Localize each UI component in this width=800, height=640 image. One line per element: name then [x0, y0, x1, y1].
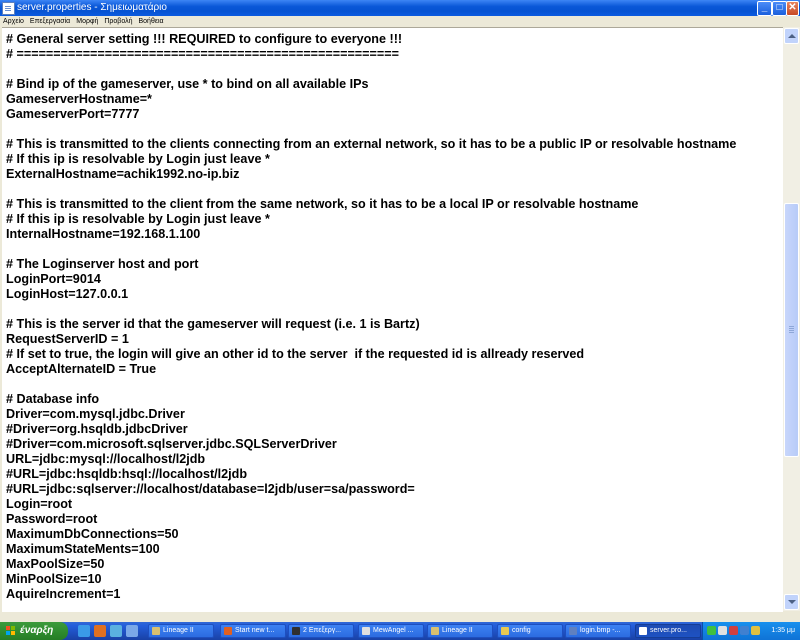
text-line: GameserverPort=7777 [6, 107, 140, 121]
taskbar-button-label: login.bmp -... [580, 627, 621, 634]
taskbar-button-label: config [512, 627, 531, 634]
text-line: Password=root [6, 512, 98, 526]
maximize-button[interactable]: □ [772, 1, 787, 16]
text-line: # The Loginserver host and port [6, 257, 199, 271]
scroll-down-button[interactable] [784, 594, 799, 610]
start-button[interactable] [0, 622, 68, 640]
taskbar-button[interactable] [565, 624, 631, 638]
text-line: # This is the server id that the gameserver will request (i.e. 1 is Bartz) [6, 317, 420, 331]
text-line: # General server setting !!! REQUIRED to configure to everyone !!! [6, 32, 403, 46]
minimize-button[interactable]: _ [757, 1, 772, 16]
scroll-up-button[interactable] [784, 28, 799, 44]
internet-explorer-icon[interactable] [78, 625, 90, 637]
text-line [6, 242, 736, 257]
taskbar-button-label: server.pro... [650, 627, 687, 634]
text-line [6, 122, 736, 137]
messenger-icon[interactable] [110, 625, 122, 637]
tray-app-icon[interactable] [740, 626, 749, 635]
text-line: # If this ip is resolvable by Login just leave * [6, 212, 270, 226]
clock[interactable]: 1:35 μμ [771, 627, 795, 634]
text-line: MaximumDbConnections=50 [6, 527, 179, 541]
text-line: # If this ip is resolvable by Login just leave * [6, 152, 270, 166]
close-button[interactable]: ✕ [786, 1, 799, 16]
editor-content [6, 32, 736, 602]
text-line: MinPoolSize=10 [6, 572, 102, 586]
taskbar-button[interactable] [358, 624, 424, 638]
menu-edit[interactable]: Επεξεργασία [29, 18, 71, 25]
scroll-thumb[interactable] [784, 203, 799, 457]
vertical-scrollbar[interactable] [783, 27, 800, 611]
text-line: GameserverHostname=* [6, 92, 152, 106]
taskbar-button-label: 2 Επεξεργ... [303, 627, 342, 634]
task-app-icon [639, 627, 647, 635]
taskbar-button-label: MewAngel ... [373, 627, 414, 634]
text-line: #URL=jdbc:hsqldb:hsql://localhost/l2jdb [6, 467, 248, 481]
taskbar [0, 622, 800, 640]
text-line: URL=jdbc:mysql://localhost/l2jdb [6, 452, 206, 466]
task-app-icon [431, 627, 439, 635]
task-app-icon [292, 627, 300, 635]
text-line [6, 302, 736, 317]
task-app-icon [362, 627, 370, 635]
title-bar[interactable] [0, 0, 800, 16]
volume-icon[interactable] [718, 626, 727, 635]
text-line: AquireIncrement=1 [6, 587, 121, 601]
tray-update-icon[interactable] [751, 626, 760, 635]
text-editor[interactable] [2, 27, 783, 612]
task-app-icon [569, 627, 577, 635]
menu-file[interactable]: Αρχείο [3, 18, 24, 25]
start-label: έναρξη [20, 625, 54, 636]
text-line [6, 182, 736, 197]
text-line: Login=root [6, 497, 73, 511]
text-line: ExternalHostname=achik1992.no-ip.biz [6, 167, 240, 181]
menu-bar [0, 16, 800, 27]
menu-view[interactable]: Προβολή [104, 18, 133, 25]
text-line: LoginPort=9014 [6, 272, 101, 286]
taskbar-button-label: Start new t... [235, 627, 275, 634]
text-line: # This is transmitted to the client from the same network, so it has to be a local IP or resolvable hostname [6, 197, 639, 211]
firefox-icon[interactable] [94, 625, 106, 637]
menu-format[interactable]: Μορφή [76, 18, 99, 25]
text-line [6, 62, 736, 77]
text-line: Driver=com.mysql.jdbc.Driver [6, 407, 185, 421]
show-desktop-icon[interactable] [126, 625, 138, 637]
arrow-down-icon [788, 600, 796, 604]
task-app-icon [152, 627, 160, 635]
taskbar-button[interactable] [148, 624, 214, 638]
taskbar-button[interactable] [220, 624, 286, 638]
taskbar-button[interactable] [497, 624, 563, 638]
antivirus-icon[interactable] [729, 626, 738, 635]
text-line: LoginHost=127.0.0.1 [6, 287, 129, 301]
taskbar-button-label: Lineage II [163, 627, 194, 634]
text-line: # ==================================================== [6, 47, 399, 61]
text-line: # Database info [6, 392, 100, 406]
taskbar-button[interactable] [288, 624, 354, 638]
network-icon[interactable] [707, 626, 716, 635]
text-line: # Bind ip of the gameserver, use * to bind on all available IPs [6, 77, 369, 91]
text-line: InternalHostname=192.168.1.100 [6, 227, 201, 241]
window-title: server.properties - Σημειωματάριο [17, 2, 167, 13]
taskbar-button[interactable] [427, 624, 493, 638]
menu-help[interactable]: Βοήθεια [138, 18, 164, 25]
text-line: #URL=jdbc:sqlserver://localhost/database=l2jdb/user=sa/password= [6, 482, 415, 496]
text-line: # This is transmitted to the clients connecting from an external network, so it has to be a public IP or resolvable hostname [6, 137, 737, 151]
taskbar-button[interactable] [635, 624, 701, 638]
text-line: MaxPoolSize=50 [6, 557, 105, 571]
text-line: #Driver=org.hsqldb.jdbcDriver [6, 422, 188, 436]
windows-logo-icon [6, 626, 16, 636]
text-line: #Driver=com.microsoft.sqlserver.jdbc.SQLServerDriver [6, 437, 337, 451]
text-line: AcceptAlternateID = True [6, 362, 157, 376]
text-line: # If set to true, the login will give an other id to the server if the requested id is allready reserved [6, 347, 585, 361]
task-app-icon [501, 627, 509, 635]
text-line: MaximumStateMents=100 [6, 542, 160, 556]
taskbar-button-label: Lineage II [442, 627, 473, 634]
text-line [6, 377, 736, 392]
arrow-up-icon [788, 34, 796, 38]
system-tray [702, 622, 800, 640]
task-app-icon [224, 627, 232, 635]
notepad-icon[interactable] [2, 2, 15, 15]
text-line: RequestServerID = 1 [6, 332, 129, 346]
